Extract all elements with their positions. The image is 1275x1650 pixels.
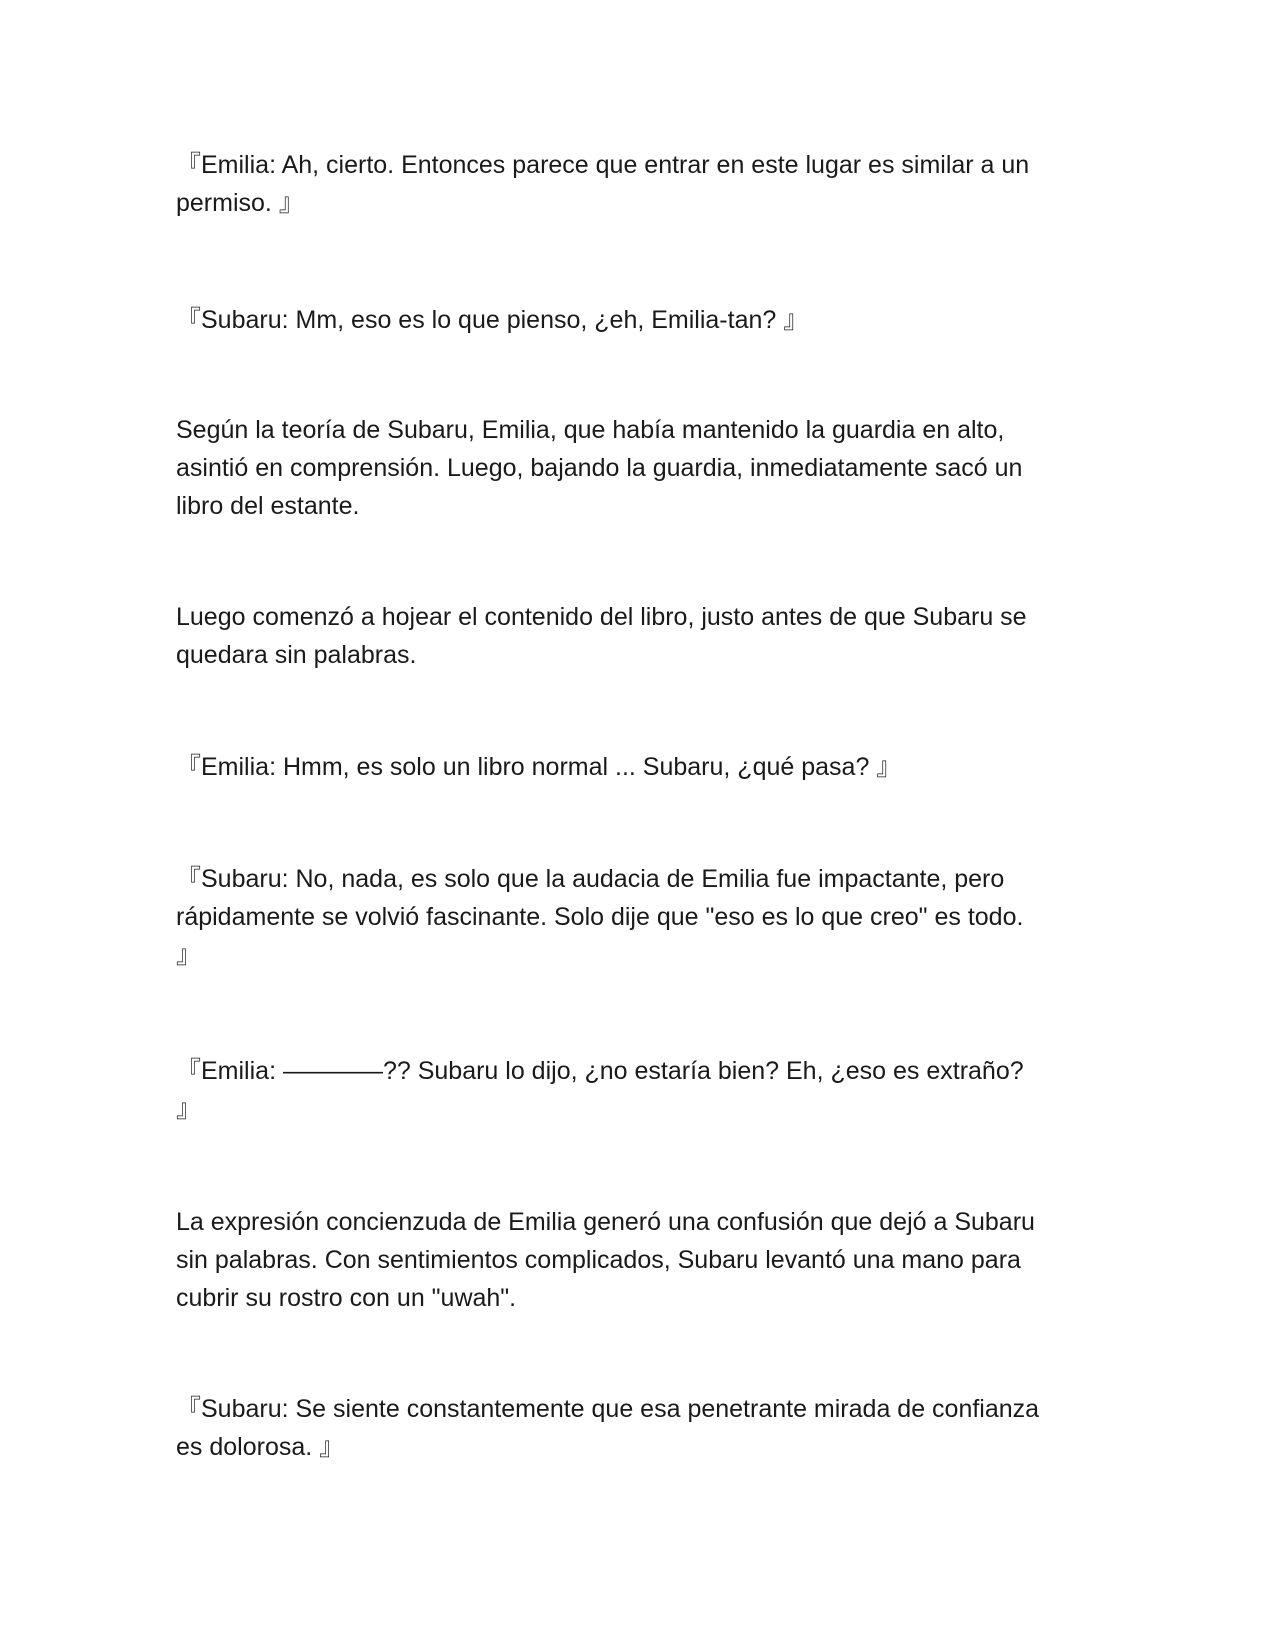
dialogue-paragraph: 『Emilia: ————?? Subaru lo dijo, ¿no estaría bien? Eh, ¿eso es extraño? 』 [176, 1057, 1024, 1123]
narration-paragraph: La expresión concienzuda de Emilia generó una confusión que dejó a Subaru sin palabras. Con sentimientos complicados, Subaru levantó una mano para cubrir su rostro con un "uwah". [176, 1208, 1035, 1312]
dialogue-paragraph: 『Subaru: Se siente constantemente que esa penetrante mirada de confianza es dolorosa. 』 [176, 1395, 1040, 1461]
narration-paragraph: Luego comenzó a hojear el contenido del libro, justo antes de que Subaru se quedara sin palabras. [176, 603, 1027, 669]
dialogue-paragraph: 『Subaru: No, nada, es solo que la audacia de Emilia fue impactante, pero rápidamente se volvió fascinante. Solo dije que "eso es lo que creo" es todo. 』 [176, 865, 1024, 969]
narration-paragraph: Según la teoría de Subaru, Emilia, que había mantenido la guardia en alto, asintió en comprensión. Luego, bajando la guardia, inmediatamente sacó un libro del estante. [176, 416, 1023, 520]
dialogue-paragraph: 『Emilia: Hmm, es solo un libro normal ... Subaru, ¿qué pasa? 』 [176, 753, 902, 781]
dialogue-paragraph: 『Subaru: Mm, eso es lo que pienso, ¿eh, Emilia-tan? 』 [176, 306, 809, 334]
dialogue-paragraph: 『Emilia: Ah, cierto. Entonces parece que entrar en este lugar es similar a un permiso. 』 [176, 151, 1030, 217]
